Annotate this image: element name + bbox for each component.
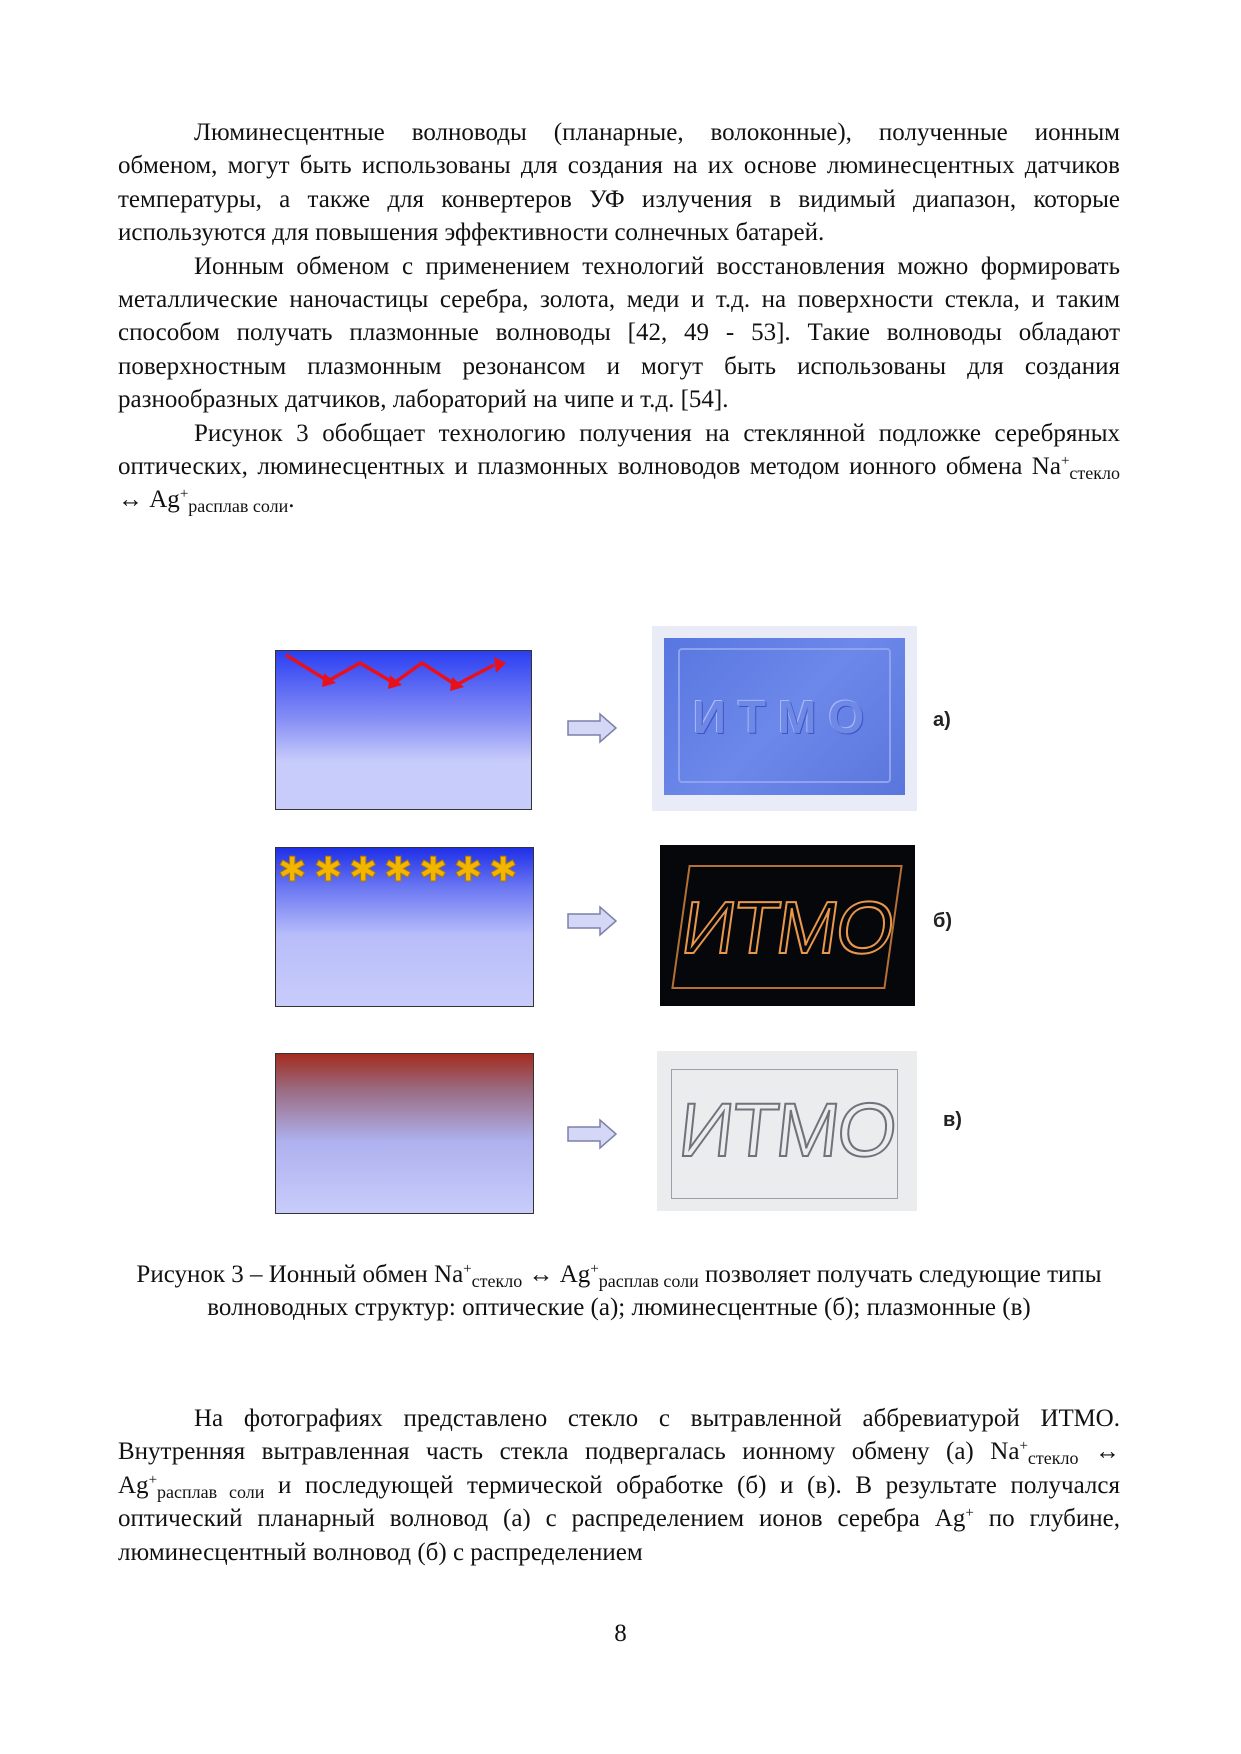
light-ray-icon	[276, 651, 533, 711]
body-text-bottom	[118, 1402, 1120, 1569]
label-c: в)	[943, 1109, 962, 1131]
right-arrow-icon	[566, 1118, 618, 1150]
glowing-logo: ИТМО	[676, 886, 899, 969]
svg-text:✱: ✱	[454, 850, 483, 888]
schema-optical-waveguide	[275, 650, 532, 810]
paragraph-ion-exchange-nanoparticles: Ионным обменом с применением технологий восстановления можно формировать металлические наночастицы серебра, золота, меди и т.д. на поверхности стекла, и таким способом получать плазмонные волноводы [42, 49 - 53]. Такие волноводы обладают поверхностным плазмонным резонансом и могут быть использованы для создания разнообразных датчиков, лабораторий на чипе и т.д. [54].	[118, 252, 1120, 414]
schema-plasmonic-waveguide	[275, 1053, 534, 1214]
paragraph-luminescent-waveguides: Люминесцентные волноводы (планарные, волоконные), полученные ионным обменом, могут быть использованы для создания на их основе люминесцентных датчиков температуры, а также для конвертеров УФ излучения в видимый диапазон, которые используются для повышения эффективности солнечных батарей.	[118, 119, 1120, 247]
svg-text:✱: ✱	[349, 850, 378, 888]
etched-logo: ИТМО	[692, 691, 877, 743]
svg-text:✱: ✱	[384, 850, 413, 888]
svg-text:✱: ✱	[419, 850, 448, 888]
svg-text:✱: ✱	[278, 850, 307, 888]
photo-luminescent-waveguide	[660, 845, 915, 1006]
svg-text:✱: ✱	[314, 850, 343, 888]
schema-luminescent-waveguide	[275, 847, 534, 1007]
svg-text:✱: ✱	[489, 850, 518, 888]
figure-caption: Рисунок 3 – Ионный обмен $Na^+_{стекло}$ ↔ $Ag^+_{расплав соли}$ позволяет получать следующие типы волноводных структур: оптические (а); люминесцентные (б); плазмонные (в)	[136, 1261, 1102, 1321]
label-b: б)	[933, 910, 953, 932]
photo-optical-waveguide	[652, 626, 917, 811]
photo-plasmonic-waveguide	[657, 1051, 917, 1211]
paragraph-photo-description: На фотографиях представлено стекло с вытравленной аббревиатурой ИТМО. Внутренняя вытравленная часть стекла подвергалась ионному обмену (а) $Na^+_{стекло}$ ↔ $Ag^+_{расплав соли}$ и последующей термической обработке (б) и (в). В результате получался оптический планарный волновод (а) с распределением ионов серебра Ag+ по глубине, люминесцентный волновод (б) с распределением	[118, 1405, 1120, 1566]
right-arrow-icon	[566, 712, 618, 744]
paragraph-figure-reference: Рисунок 3 обобщает технологию получения на стеклянной подложке серебряных оптических, люминесцентных и плазмонных волноводов методом ионного обмена $Na^+_{стекло}$ ↔ $Ag^+_{расплав соли}$.	[118, 419, 1120, 517]
body-text-top	[118, 116, 1120, 517]
nanoparticles-icon	[276, 848, 535, 888]
glass-sample	[664, 638, 905, 795]
right-arrow-icon	[566, 905, 618, 937]
etched-logo: ИТМО	[674, 1088, 900, 1173]
page-number: 8	[614, 1620, 627, 1647]
label-a: а)	[933, 709, 951, 731]
